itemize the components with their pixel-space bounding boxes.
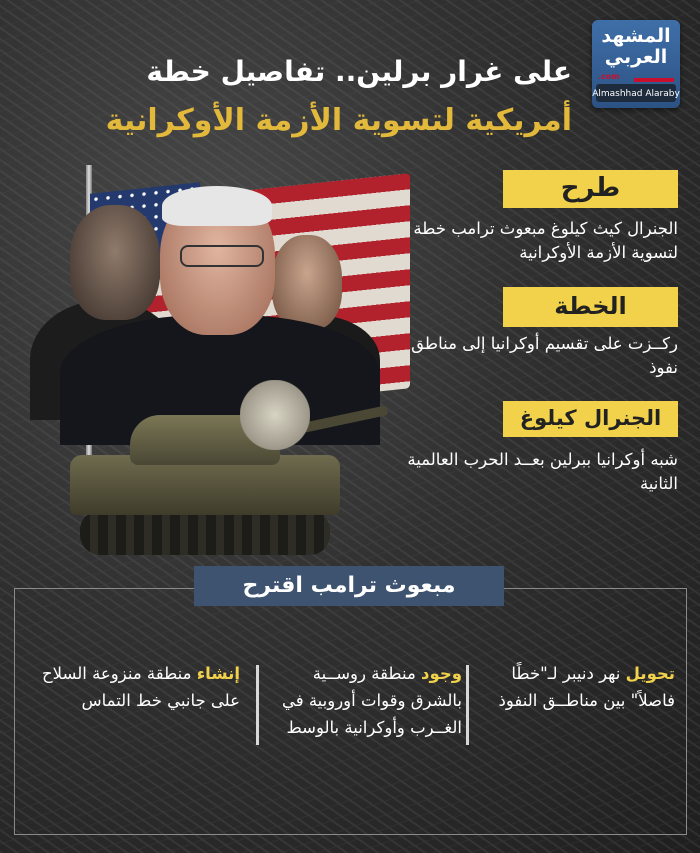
person-right-portrait — [272, 235, 342, 330]
tank-tracks — [80, 510, 330, 555]
section-text-plan: ركــزت على تقسيم أوكرانيا إلى مناطق نفوذ — [411, 334, 678, 377]
camouflage-net — [240, 380, 310, 450]
proposal-item-2 — [262, 660, 462, 741]
logo-stripe — [634, 78, 674, 82]
section-label-general: الجنرال كيلوغ — [503, 401, 678, 437]
section-label-plan: الخطة — [503, 287, 678, 327]
section-text-proposal: الجنرال كيث كيلوغ مبعوث ترامب خطة لتسوية الأزمة الأوكرانية — [413, 219, 678, 262]
logo-name-en: Almashhad Alaraby — [592, 89, 680, 99]
logo-name-ar: المشهد العربي — [601, 25, 671, 68]
proposal-item-1 — [470, 660, 675, 714]
proposal-item-2-text: منطقة روســية بالشرق وقوات أوروبية في الغــرب وأوكرانية بالوسط — [281, 664, 462, 737]
proposal-item-3-highlight: إنشاء — [196, 664, 240, 683]
column-divider — [256, 665, 259, 745]
section-label-proposal: طرح — [503, 170, 678, 208]
title-line-2: أمريكية لتسوية الأزمة الأوكرانية — [105, 103, 572, 138]
brand-logo — [592, 20, 680, 108]
glasses-icon — [180, 245, 264, 267]
proposal-item-3-text: منطقة منزوعة السلاح على جانبي خط التماس — [42, 664, 240, 710]
proposal-item-2-highlight: وجود — [421, 664, 462, 683]
person-center-hair — [162, 186, 272, 226]
section-text-general: شبه أوكرانيا ببرلين بعــد الحرب العالمية الثانية — [407, 450, 678, 493]
logo-domain: .com — [598, 72, 620, 81]
person-left-portrait — [70, 205, 160, 320]
proposal-item-3 — [35, 660, 240, 714]
proposal-item-1-text: نهر دنيبر لـ"خطًا فاصلاً" بين مناطــق النفوذ — [498, 664, 675, 710]
proposal-item-1-highlight: تحويل — [625, 664, 675, 683]
title-line-1: على غرار برلين.. تفاصيل خطة — [146, 55, 572, 88]
proposals-header: مبعوث ترامب اقترح — [194, 566, 504, 606]
column-divider — [466, 665, 469, 745]
